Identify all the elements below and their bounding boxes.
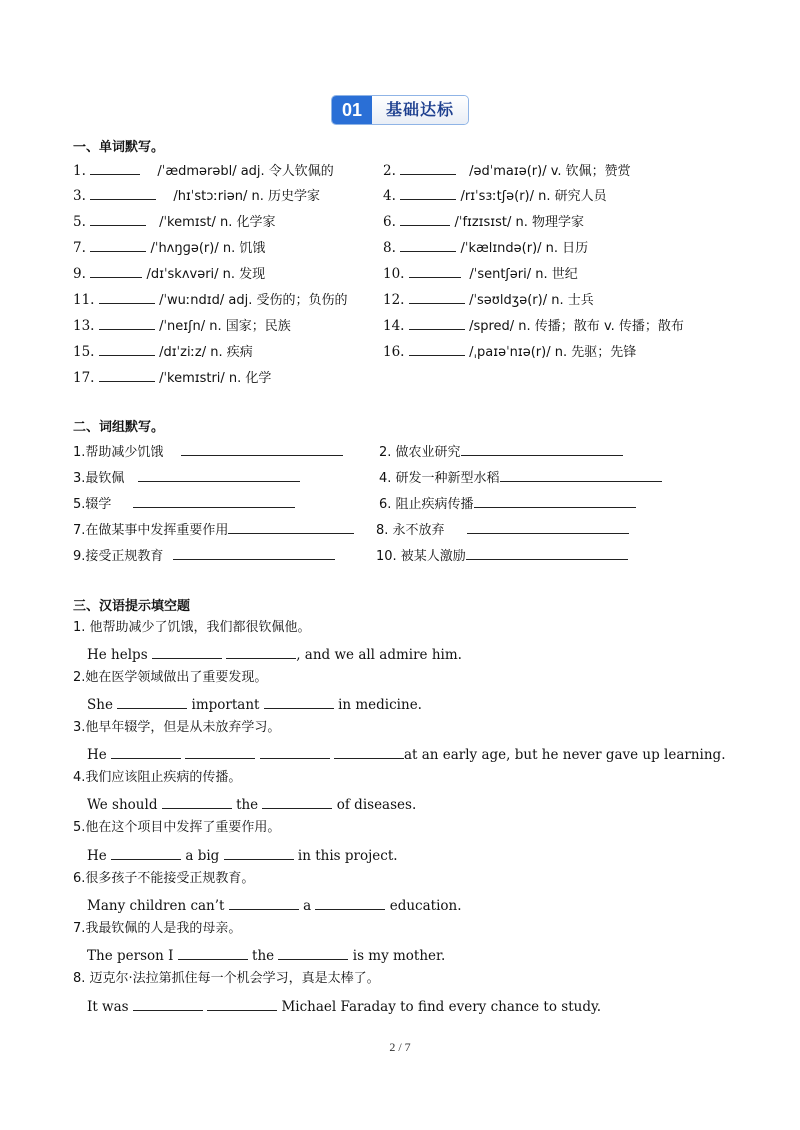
- word-item: 3. /hɪˈstɔːriən/ n. 历史学家: [73, 185, 320, 206]
- word-item: 5. /ˈkemɪst/ n. 化学家: [73, 211, 275, 232]
- word-item: 15. /dɪˈziːz/ n. 疾病: [73, 341, 253, 362]
- question-english: It was Michael Faraday to find every chance to study.: [87, 996, 601, 1016]
- word-item: 12. /ˈsəʊldʒə(r)/ n. 士兵: [383, 289, 594, 310]
- question-english: The person I the is my mother.: [87, 945, 445, 965]
- word-item: 16. /ˌpaɪəˈnɪə(r)/ n. 先驱；先锋: [383, 341, 636, 362]
- word-item: 7. /ˈhʌŋɡə(r)/ n. 饥饿: [73, 237, 265, 258]
- question-chinese: 8. 迈克尔·法拉第抓住每一个机会学习，真是太棒了。: [73, 971, 380, 986]
- phrase-item: 8. 永不放弃: [376, 519, 629, 540]
- word-item: 14. /spred/ n. 传播；散布 v. 传播；散布: [383, 315, 684, 336]
- word-item: 11. /ˈwuːndɪd/ adj. 受伤的；负伤的: [73, 289, 347, 310]
- phrase-item: 7.在做某事中发挥重要作用: [73, 519, 354, 540]
- question-english: We should the of diseases.: [87, 794, 416, 814]
- phrase-item: 5.辍学: [73, 493, 295, 514]
- question-english: Many children can’t a education.: [87, 895, 462, 915]
- question-english: He a big in this project.: [87, 845, 398, 865]
- question-english: He at an early age, but he never gave up learning.: [87, 744, 726, 764]
- section2-title: 二、词组默写。: [73, 420, 165, 435]
- word-item: 4. /rɪˈsɜːtʃə(r)/ n. 研究人员: [383, 185, 607, 206]
- question-chinese: 3.他早年辍学，但是从未放弃学习。: [73, 720, 281, 735]
- word-item: 2. /ədˈmaɪə(r)/ v. 钦佩；赞赏: [383, 160, 631, 181]
- phrase-item: 10. 被某人激励: [376, 545, 628, 566]
- word-item: 1. /ˈædmərəbl/ adj. 令人钦佩的: [73, 160, 334, 181]
- badge-number: 01: [332, 96, 372, 124]
- section1-title: 一、单词默写。: [73, 140, 165, 155]
- word-item: 6. /ˈfɪzɪsɪst/ n. 物理学家: [383, 211, 584, 232]
- question-chinese: 4.我们应该阻止疾病的传播。: [73, 770, 242, 785]
- question-chinese: 1. 他帮助减少了饥饿，我们都很钦佩他。: [73, 620, 311, 635]
- phrase-item: 3.最钦佩: [73, 467, 300, 488]
- phrase-item: 1.帮助减少饥饿: [73, 441, 343, 462]
- word-item: 13. /ˈneɪʃn/ n. 国家；民族: [73, 315, 291, 336]
- phrase-item: 9.接受正规教育: [73, 545, 335, 566]
- question-english: She important in medicine.: [87, 694, 422, 714]
- badge-title: 基础达标: [372, 96, 468, 124]
- word-item: 9. /dɪˈskʌvəri/ n. 发现: [73, 263, 265, 284]
- question-chinese: 2.她在医学领域做出了重要发现。: [73, 670, 268, 685]
- word-item: 10. /ˈsentʃəri/ n. 世纪: [383, 263, 578, 284]
- phrase-item: 6. 阻止疾病传播: [379, 493, 636, 514]
- question-english: He helps , and we all admire him.: [87, 644, 462, 664]
- page-number: 2 / 7: [389, 1040, 411, 1054]
- section-badge: [331, 95, 469, 125]
- section3-title: 三、汉语提示填空题: [73, 599, 191, 614]
- word-item: 17. /ˈkemɪstri/ n. 化学: [73, 367, 271, 388]
- phrase-item: 2. 做农业研究: [379, 441, 623, 462]
- question-chinese: 7.我最钦佩的人是我的母亲。: [73, 921, 242, 936]
- phrase-item: 4. 研发一种新型水稻: [379, 467, 662, 488]
- question-chinese: 5.他在这个项目中发挥了重要作用。: [73, 820, 281, 835]
- word-item: 8. /ˈkælɪndə(r)/ n. 日历: [383, 237, 588, 258]
- question-chinese: 6.很多孩子不能接受正规教育。: [73, 871, 255, 886]
